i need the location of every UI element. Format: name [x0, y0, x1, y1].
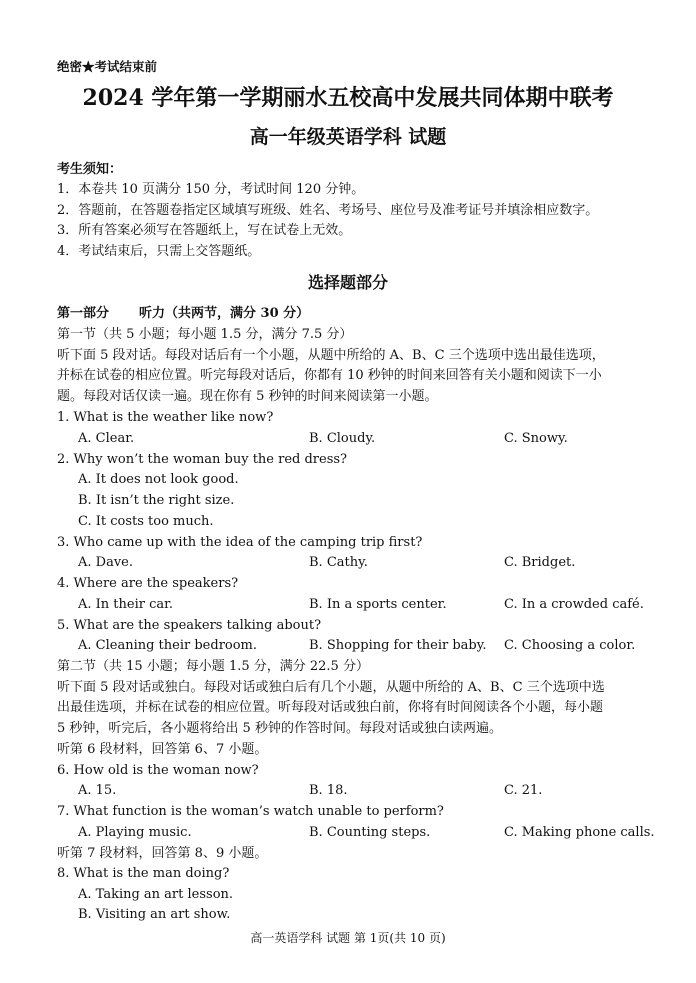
section1-instructions: 并标在试卷的相应位置。听完每段对话后，你都有 10 秒钟的时间来回答有关小题和阅读下一小: [57, 368, 602, 383]
question-stem: 5. What are the speakers talking about?: [57, 618, 322, 633]
option-c: C. 21.: [504, 783, 543, 798]
notice-item: 3．所有答案必须写在答题纸上，写在试卷上无效。: [57, 223, 352, 238]
part-heading: [57, 304, 640, 324]
section1-instructions: 听下面 5 段对话。每段对话后有一个小题，从题中所给的 A、B、C 三个选项中选出最佳选项，: [57, 348, 605, 363]
section2-instructions: 听下面 5 段对话或独白。每段对话或独白后有几个小题，从题中所给的 A、B、C 三个选项中选: [57, 680, 605, 695]
question-stem: 4. Where are the speakers?: [57, 576, 239, 591]
part-label: 第一部分: [57, 306, 110, 321]
question-stem: 8. What is the man doing?: [57, 866, 230, 881]
option-a: A. Taking an art lesson.: [78, 887, 234, 902]
question-stem: 7. What function is the woman’s watch unable to perform?: [57, 804, 444, 819]
notice-item: 1．本卷共 10 页满分 150 分，考试时间 120 分钟。: [57, 182, 365, 197]
notice-item: 4．考试结束后，只需上交答题纸。: [57, 244, 261, 259]
option-a: A. Dave.: [78, 555, 133, 570]
material-note: 听第 7 段材料，回答第 8、9 小题。: [57, 846, 268, 861]
option-a: A. In their car.: [78, 597, 174, 612]
option-c: C. Making phone calls.: [504, 825, 655, 840]
option-a: A. Clear.: [78, 431, 135, 446]
exam-subtitle: 高一年级英语学科 试题: [249, 126, 447, 148]
option-c: C. Choosing a color.: [504, 638, 636, 653]
option-c: C. Bridget.: [504, 555, 576, 570]
section-title: 选择题部分: [307, 273, 388, 292]
exam-title: 2024 学年第一学期丽水五校高中发展共同体期中联考: [82, 85, 614, 111]
option-b: B. Cloudy.: [309, 431, 376, 446]
section1-heading: 第一节（共 5 小题；每小题 1.5 分，满分 7.5 分）: [57, 327, 353, 342]
confidential-label: 绝密★考试结束前: [57, 59, 158, 74]
question-stem: 6. How old is the woman now?: [57, 763, 259, 778]
page-footer: 高一英语学科 试题 第 1页(共 10 页): [250, 931, 446, 945]
question-stem: 2. Why won’t the woman buy the red dress?: [57, 452, 348, 467]
option-a: A. Cleaning their bedroom.: [78, 638, 258, 653]
option-a: A. 15.: [78, 783, 117, 798]
option-b: B. 18.: [309, 783, 348, 798]
notice-heading: 考生须知：: [57, 162, 123, 177]
section2-heading: 第二节（共 15 小题；每小题 1.5 分，满分 22.5 分）: [57, 659, 369, 674]
section2-instructions: 出最佳选项，并标在试卷的相应位置。听每段对话或独白前，你将有时间阅读各个小题，每小题: [57, 700, 604, 715]
section1-instructions: 题。每段对话仅读一遍。现在你有 5 秒钟的时间来阅读第一小题。: [57, 389, 438, 404]
option-b: B. Cathy.: [309, 555, 368, 570]
option-b: B. Shopping for their baby.: [309, 638, 487, 653]
material-note: 听第 6 段材料，回答第 6、7 小题。: [57, 742, 268, 757]
option-a: A. Playing music.: [78, 825, 192, 840]
question-stem: 1. What is the weather like now?: [57, 410, 274, 425]
option-b: B. Counting steps.: [309, 825, 431, 840]
option-b: B. In a sports center.: [309, 597, 447, 612]
option-c: C. Snowy.: [504, 431, 568, 446]
section2-instructions: 5 秒钟，听完后，各小题将给出 5 秒钟的作答时间。每段对话或独白读两遍。: [57, 721, 502, 736]
option-a: A. It does not look good.: [78, 472, 239, 487]
part-title: 听力（共两节，满分 30 分）: [139, 306, 310, 321]
question-stem: 3. Who came up with the idea of the camping trip first?: [57, 535, 423, 550]
option-b: B. Visiting an art show.: [78, 907, 231, 922]
option-c: C. It costs too much.: [78, 514, 214, 529]
option-b: B. It isn’t the right size.: [78, 493, 235, 508]
notice-item: 2．答题前，在答题卷指定区域填写班级、姓名、考场号、座位号及准考证号并填涂相应数字。: [57, 203, 599, 218]
option-c: C. In a crowded café.: [504, 597, 644, 612]
